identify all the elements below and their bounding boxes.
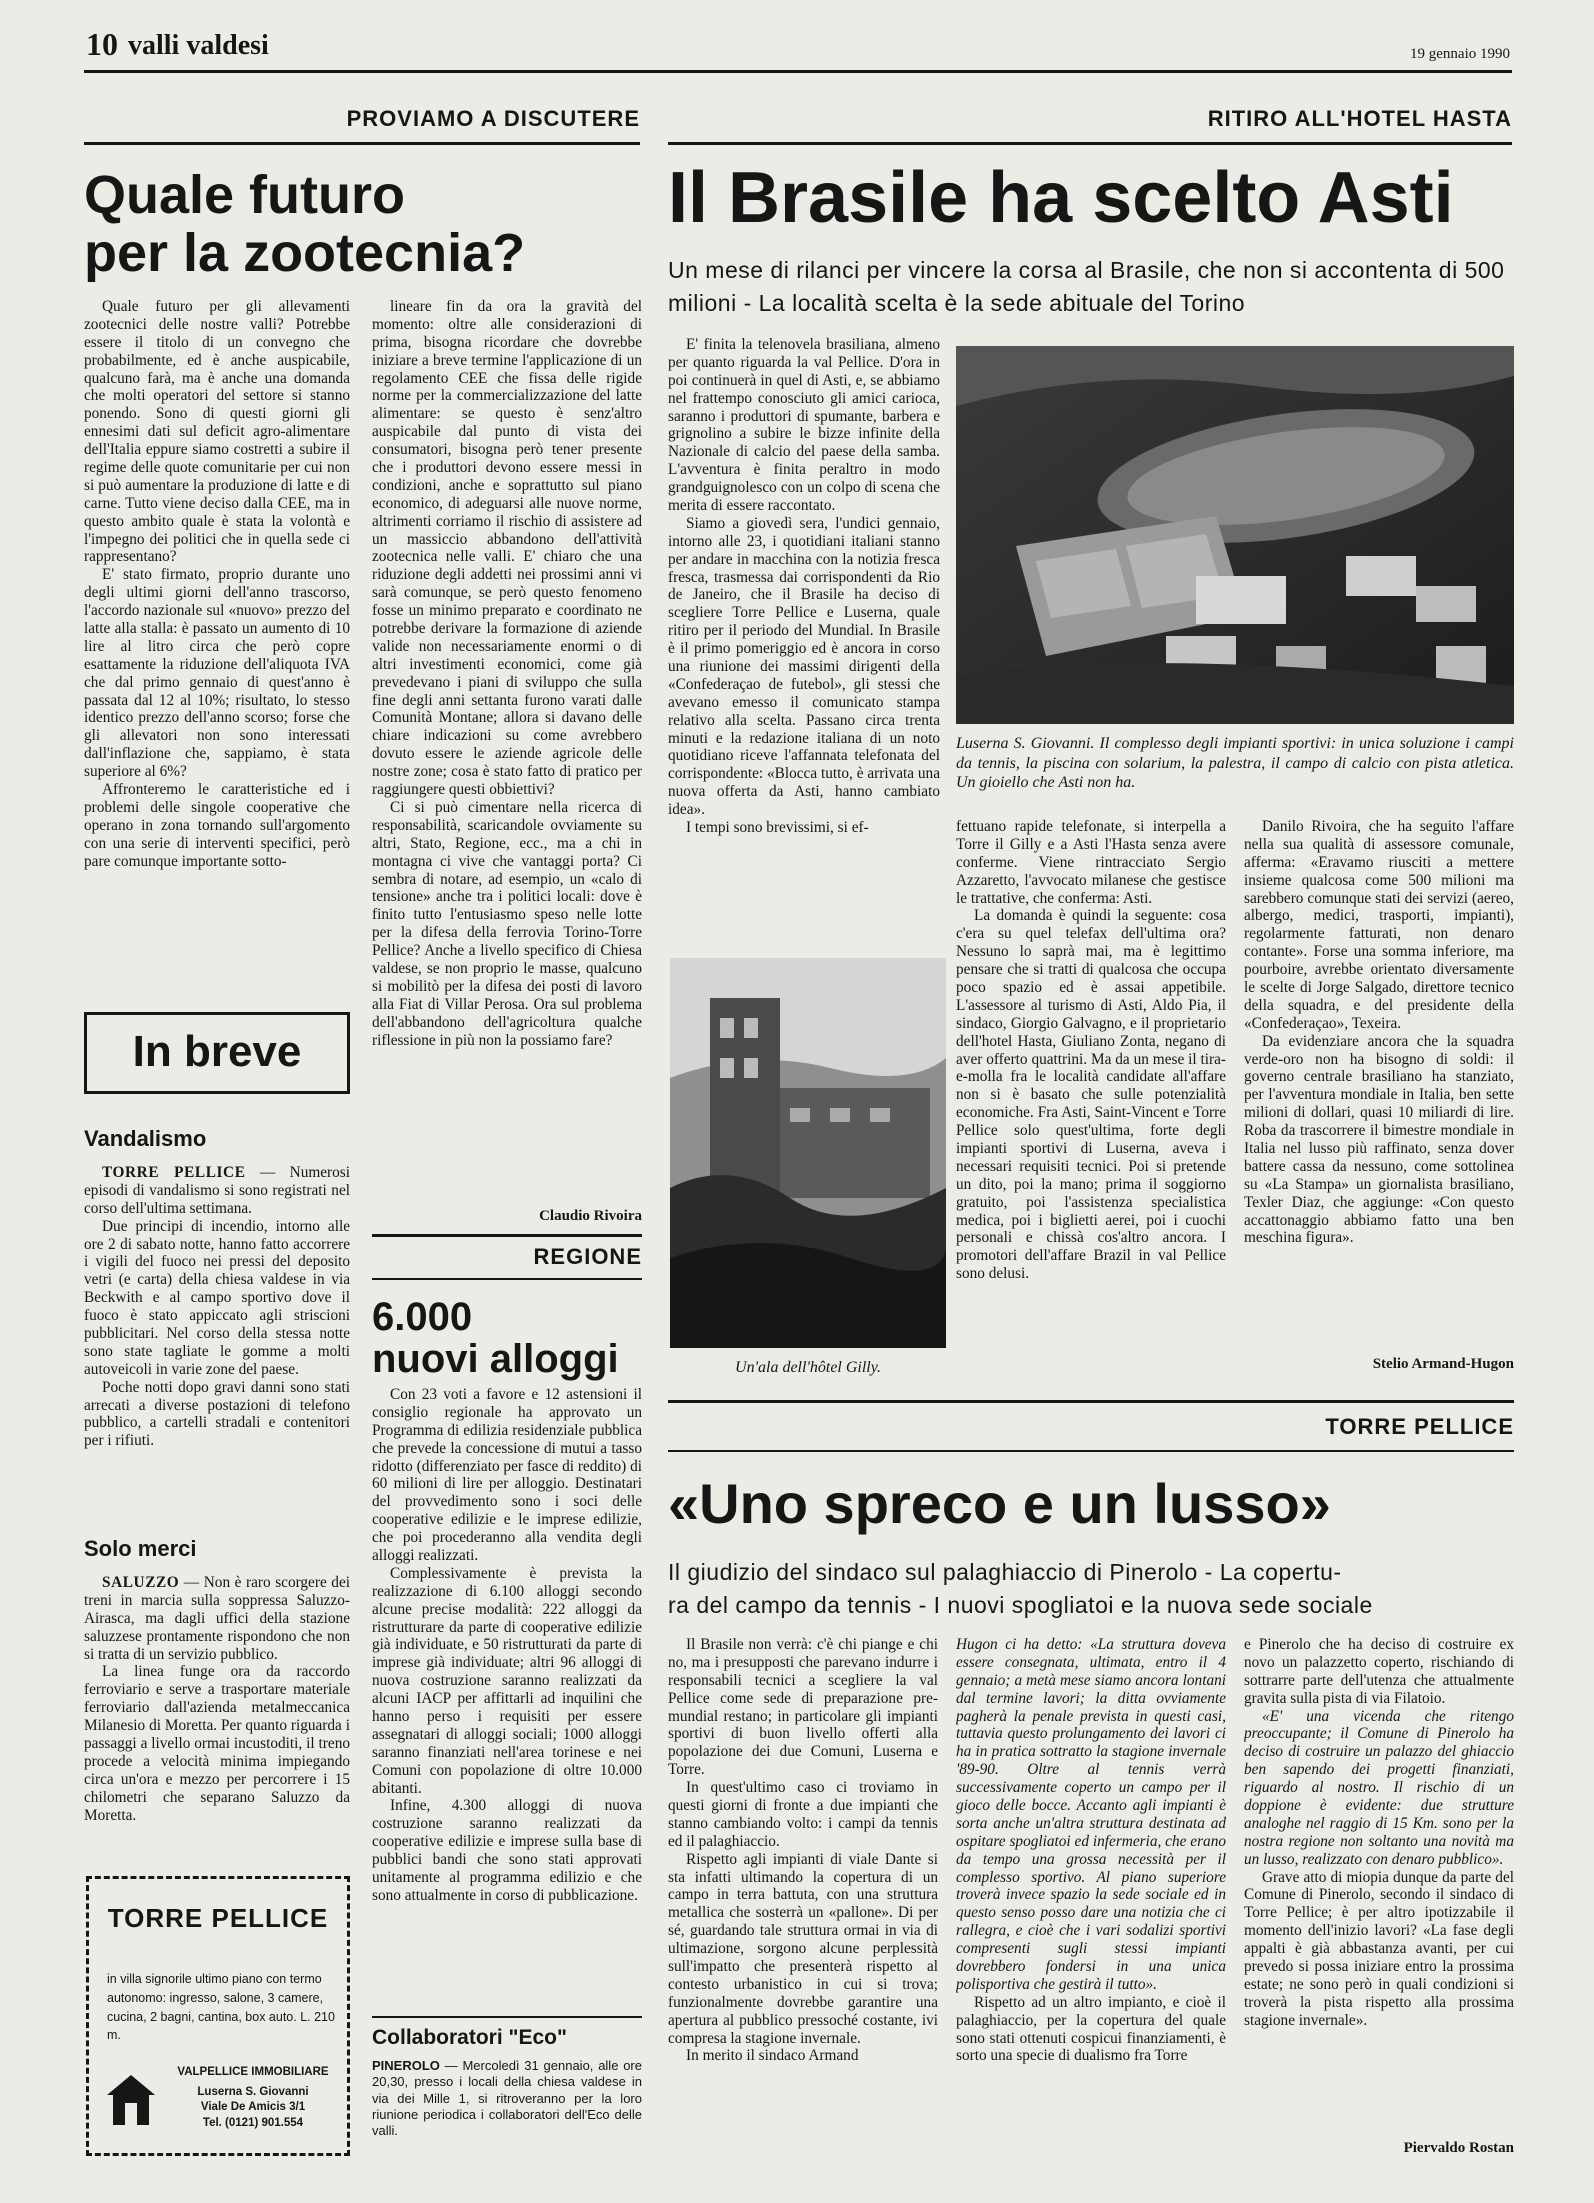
zootecnia-kicker: PROVIAMO A DISCUTERE	[346, 106, 640, 131]
brasile-paragraph: E' finita la telenovela brasiliana, almeno per quanto riguarda la val Pellice. D'ora in poi continuerà in quel di Asti, e, se abbiamo nel frattempo conosciuto gli amici carioca, saranno i produttori di spumante, barbera e grignolino a subire le bizze infinite della Nazionale di calcio del paese della samba. L'avventura è finita peraltro in modo grandguignolesco con un colpo di scena che merita di essere raccontato.	[668, 336, 940, 515]
sports-complex-caption: Luserna S. Giovanni. Il complesso degli impianti sportivi: in unica soluzione i campi da tennis, la piscina con solarium, la palestra, il campo di calcio con pista atletica. Un gioiello che Asti non ha.	[956, 735, 1514, 792]
ad-address-2: Viale De Amicis 3/1	[200, 2101, 306, 2114]
spreco-kicker: TORRE PELLICE	[1325, 1414, 1514, 1439]
zootecnia-paragraph: lineare fin da ora la gravità del momento: oltre alle considerazioni di prima, bisogna ricordare che dovrebbe iniziare a breve termine l'applicazione di un regolamento CEE che fissa delle rigide norme per la commercializzazione del latte alimentare: se questo è senz'altro auspicabile dal punto di vista dei consumatori, bisogna però tener presente che i produttori devono essere messi in condizioni, anche e soprattutto sul piano economico, di adeguarsi alle nuove norme, altrimenti corriamo il rischio di assistere ad un massiccio abbandono dell'attività zootecnica nelle valli. E' chiaro che una riduzione degli addetti nei prossimi anni vi sarà comunque, se però questo fenomeno fosse un minimo preparato e coordinato ne potrebbe derivare la formazione di aziende valide non necessariamente enormi o di altri investimenti economici, come già prevedevano i piani di sviluppo che sulla fine degli anni settanta furono varati dalle Comunità Montane; allora si davano delle chiare indicazioni su come avrebbero dovuto essere le aziende agricole delle nostre zone; cosa è stato fatto di pratico per raggiungere questi obbiettivi?	[372, 298, 642, 799]
ad-title: TORRE PELLICE	[107, 1903, 329, 1933]
spreco-deck-line2: ra del campo da tennis - I nuovi spogliatoi e la nuova sede sociale	[668, 1591, 1373, 1618]
spreco-column-1	[668, 1636, 938, 2161]
zootecnia-title-line2: per la zootecnia?	[84, 223, 526, 284]
brasile-deck: Un mese di rilanci per vincere la corsa al Brasile, che non si accontenta di 500 milioni - La località scelta è la sede abituale del Torino	[668, 257, 1505, 316]
page-number: 10	[86, 26, 118, 62]
spreco-paragraph: e Pinerolo che ha deciso di costruire ex novo un palazzetto coperto, rischiando di sottrarre parte dell'utenza che attualmente gravita sulla pista di via Filatoio.	[1244, 1636, 1514, 1707]
regione-top-rule	[372, 1234, 642, 1237]
brasile-column-3	[1244, 818, 1514, 1348]
collaboratori-rule	[372, 2016, 642, 2018]
solo-merci-title: Solo merci	[84, 1536, 197, 1561]
regione-paragraph: Con 23 voti a favore e 12 astensioni il consiglio regionale ha approvato un Programma di edilizia residenziale pubblica che prevede la concessione di mutui a tasso ridotto (differenziato per fasce di reddito) di 60 milioni di lire per alloggio. Destinatari del provvedimento sono i soci delle cooperative edilizie e le imprese edilizie, che poi procederanno alla vendita degli alloggi realizzati.	[372, 1386, 642, 1565]
spreco-paragraph: In merito il sindaco Armand	[686, 2047, 859, 2065]
spreco-column-2	[956, 1636, 1226, 2161]
spreco-author: Piervaldo Rostan	[1403, 2140, 1514, 2156]
spreco-title: «Uno spreco e un lusso»	[668, 1472, 1331, 1535]
solo-merci-dateline: SALUZZO	[102, 1574, 180, 1591]
sports-complex-photo	[956, 346, 1514, 724]
regione-kicker-rule	[372, 1278, 642, 1280]
vandalismo-text: TORRE PELLICE — Numerosi episodi di vandalismo si sono registrati nel corso dell'ultima settimana. Due principi di incendio, intorno alle ore 2 di sabato notte, hanno fatto accorrere i vigili del fuoco nei pressi del deposito vetri (e carta) della chiesa valdese in via Beckwith e al campo sportivo dove il fuoco è stato appiccato agli striscioni pubblicitari. Nel corso della stessa notte sono state tagliate le gomme a molti autoveicoli in varie zone del paese. Poche notti dopo gravi danni sono stati arrecati a diverse postazioni di telefono pubblico, a cartelli stradali e contenitori per i rifiuti.	[84, 1164, 350, 1450]
hotel-gilly-caption: Un'ala dell'hôtel Gilly.	[735, 1359, 881, 1376]
spreco-paragraph: «E' una vicenda che ritengo preoccupante; il Comune di Pinerolo ha deciso di costruire un palazzo del ghiaccio ben sapendo dei progetti finanziati, riguardo al nostro. Il rischio di un doppione è evidente: due strutture analoghe nel raggio di 15 Km. sono per la nostra regione non soltanto una novità ma un lusso, realizzato con denaro pubblico».	[1244, 1707, 1514, 1868]
vandalismo-title: Vandalismo	[84, 1126, 207, 1151]
vandalismo-paragraph: Poche notti dopo gravi danni sono stati arrecati a diverse postazioni di telefono pubblico, a cartelli stradali e contenitori per i rifiuti.	[84, 1378, 350, 1450]
spreco-paragraph: Rispetto ad un altro impianto, e cioè il palaghiaccio, per la copertura del quale sono stati ottenuti cospicui finanziamenti, è sorto una specie di dualismo fra Torre	[956, 1993, 1226, 2065]
ad-agency: VALPELLICE IMMOBILIARE	[177, 2066, 329, 2078]
brasile-paragraph: fettuano rapide telefonate, si interpella a Torre il Gilly e a Asti l'Hasta senza avere conferme. Viene rintracciato Sergio Azzaretto, l'avvocato milanese che gestisce le trattative, che conferma: Asti.	[956, 818, 1226, 907]
spreco-top-rule	[668, 1400, 1514, 1403]
spreco-paragraph: Grave atto di miopia dunque da parte del Comune di Pinerolo, secondo il sindaco di Torre Pellice; è per altro ipotizzabile il momento dell'inizio lavori? «La fase degli appalti è già abbastanza avanti, per cui prevedo si possa iniziare entro la prossima estate; ne sono però in quali condizioni si troverà la pista rispetto alla prossima stagione invernale».	[1244, 1868, 1514, 2029]
zootecnia-column-2	[372, 298, 642, 1204]
zootecnia-author: Claudio Rivoira	[539, 1208, 642, 1224]
collaboratori-title: Collaboratori "Eco"	[372, 2026, 567, 2049]
ad-text: in villa signorile ultimo piano con termo autonomo: ingresso, salone, 3 camere, cucina, 2 bagni, cantina, box auto. L. 210 m.	[107, 1972, 335, 2043]
vandalismo-paragraph: Due principi di incendio, intorno alle ore 2 di sabato notte, hanno fatto accorrere i vigili del fuoco nei pressi del deposito vetri (e carta) della chiesa valdese in via Beckwith e al campo sportivo dove il fuoco è stato appiccato agli striscioni pubblicitari. Nel corso della stessa notte sono state tagliate le gomme a molti autoveicoli in varie zone del paese.	[84, 1217, 350, 1378]
zootecnia-title-line1: Quale futuro	[84, 165, 405, 225]
spreco-paragraph: Il Brasile non verrà: c'è chi piange e chi no, ma i presupposti che parevano indurre i responsabili tecnici a scegliere la val Pellice come sede di preparazione pre-mundial restano; in particolare gli impianti sportivi di buon livello offerti alla popolazione dei due Comuni, Luserna e Torre.	[668, 1636, 938, 1779]
ad-address-1: Luserna S. Giovanni	[197, 2085, 309, 2098]
spreco-paragraph: Hugon ci ha detto: «La struttura doveva essere consegnata, ultimata, entro il 4 gennaio; a metà mese siamo ancora lontani dal termine lavori; la ditta ovviamente pagherà la penale prevista in questi casi, tuttavia questo prolungamento dei lavori ci ha in pratica sottratto la stagione invernale '89-90. Oltre al tennis verrà successivamente coperto un campo per il gioco delle bocce. Accanto agli impianti è sorta anche un'altra struttura destinata ad ospitare spogliatoi ed infermeria, che erano da tempo una grossa necessità per il complesso sportivo. Al piano superiore troverà invece spazio la sede sociale ed in questo senso posso dare una notizia che ci rallegra, e cioè che i vari sodalizi sportivi compresenti sugli stessi impianti dovrebbero fondersi in una unica polisportiva che gestirà il tutto».	[956, 1636, 1226, 1993]
brasile-paragraph: Siamo a giovedì sera, l'undici gennaio, intorno alle 23, i quotidiani italiani stanno per andare in macchina con la notizia fresca fresca, trasmessa dai corrispondenti da Rio de Janeiro, che il Brasile ha deciso di scegliere Torre Pellice e Luserna, quale ritiro per il periodo del Mundial. In Brasile è il primo pomeriggio ed è ancora in corso una riunione dei massimi dirigenti della «Confederaçao de futebol», gli stessi che avevano emesso il comunicato stampa relativo alla scelta. Passano circa trenta minuti e la redazione italiana di un noto quotidiano riceve l'affannata telefonata del corrispondente: «Blocca tutto, è arrivata una nuova offerta da Asti, hanno cambiato idea».	[668, 514, 940, 819]
folio-rule	[84, 70, 1512, 73]
ad-phone: Tel. (0121) 901.554	[202, 2116, 304, 2129]
zootecnia-paragraph: E' stato firmato, proprio durante uno degli ultimi giorni dell'anno trascorso, l'accordo nazionale sul «nuovo» prezzo del latte alla stalla: è passato un aumento di 10 lire al litro circa che però copre esattamente la riduzione dell'aliquota IVA che dal primo gennaio di quest'anno è passata dal 12 al 10%; risultato, lo stesso identico prezzo dell'anno scorso; forse che gli allevatori non sono interessati dall'inflazione che, sappiamo, è stata superiore al 6%?	[84, 566, 350, 781]
vandalismo-dateline: TORRE PELLICE	[102, 1164, 246, 1181]
collaboratori-text: PINEROLO — Mercoledì 31 gennaio, alle ore 20,30, presso i locali della chiesa valdese in via dei Mille 1, si ritroveranno per la loro riunione periodica i collaboratori dell'Eco delle valli.	[372, 2058, 642, 2138]
zootecnia-paragraph: Quale futuro per gli allevamenti zootecnici delle nostre valli? Potrebbe essere il titolo di un convegno che probabilmente, ed è anche auspicabile, qualcuno farà, ma è anche una domanda che molti operatori del settore si stanno ponendo. Sono di questi giorni gli ennesimi dati sul deficit agro-alimentare dell'Italia eppure siamo costretti a subire il regime delle quote comunitarie per cui non si può aumentare la produzione di latte e di carne. Tutto viene deciso dalla CEE, ma in questo ambito quale è stata la volontà e l'impegno dei politici che in quella sede ci rappresentano?	[84, 298, 350, 566]
spreco-kicker-rule	[668, 1450, 1514, 1452]
real-estate-ad	[86, 1876, 350, 2156]
house-logo-icon	[105, 2073, 157, 2127]
spreco-column-3	[1244, 1636, 1514, 2136]
solo-merci-text: SALUZZO — Non è raro scorgere dei treni in marcia sulla soppressa Saluzzo-Airasca, ma dagli uffici della stazione saluzzese prontamente rispondono che non si tratta di un servizio pubblico. La linea funge ora da raccordo ferroviario e serve a trasportare materiale ferroviario dall'azienda metalmeccanica Milanesio di Moretta. Per quanto riguarda i passaggi a livello ormai incustoditi, il treno procede a velocità minima impiegando circa un'ora e mezzo per percorrere i 15 chilometri che separano Saluzzo da Moretta.	[84, 1574, 350, 1824]
brasile-author: Stelio Armand-Hugon	[1372, 1356, 1514, 1372]
zootecnia-paragraph: Affronteremo le caratteristiche ed i problemi delle singole cooperative che operano in zona tornando sull'argomento con una serie di interventi specifici, però pare comunque importante sotto-	[84, 781, 350, 870]
brasile-paragraph: Danilo Rivoira, che ha seguito l'affare nella sua qualità di assessore comunale, afferma: «Eravamo riusciti a mettere insieme qualcosa come 500 milioni ma sarebbero comunque stati dei servizi (aereo, albergo, medici, trasporti, impianti), regolarmente fatturati, non denaro contante». Forse una somma inferiore, ma pourboire, avrebbe orientato diversamente le scelte di Jorge Salgado, direttore tecnico della squadra, e del presidente della «Confederaçao», Texeira.	[1244, 818, 1514, 1032]
brasile-column-1	[668, 336, 940, 946]
solo-merci-paragraph: La linea funge ora da raccordo ferroviario e serve a trasportare materiale ferroviario dall'azienda metalmeccanica Milanesio di Moretta. Per quanto riguarda i passaggi a livello ormai incustoditi, il treno procede a velocità minima impiegando circa un'ora e mezzo per percorrere i 15 chilometri che separano Saluzzo da Moretta.	[84, 1663, 350, 1824]
regione-text	[372, 1386, 642, 2006]
regione-title-line1: 6.000	[372, 1295, 473, 1339]
spreco-paragraph: In quest'ultimo caso ci troviamo in questi giorni di fronte a due impianti che stanno cambiando volto: i campi da tennis ed il palaghiaccio.	[668, 1779, 938, 1850]
brasile-paragraph: La domanda è quindi la seguente: cosa c'era su quel telefax dell'ultima ora? Nessuno lo saprà mai, ma è legittimo pensare che si tratti di qualcosa che occupa poco spazio ed è assai appetibile. L'assessore al turismo di Asti, Aldo Pia, il sindaco, Giorgio Galvagno, e il proprietario dell'hotel Hasta, Giuliano Zonta, negano di aver offerto quattrini. Ma da un mese il tira-e-molla fra le località candidate all'affare non si è basato che sulle potenzialità economiche. Fra Asti, Saint-Vincent e Torre Pellice solo quest'ultima, forte degli impianti sportivi di Luserna, aveva i necessari requisiti tecnici. Poi si pretende un dito, poi la mano; prima il soggiorno gratuito, poi l'assistenza specialistica medica, poi i biglietti aerei, poi i cuochi personali e chissà cos'altro ancora. I promotori dell'affare Brazil in val Pellice sono delusi.	[956, 907, 1226, 1283]
zootecnia-title	[84, 166, 644, 283]
brasile-title: Il Brasile ha scelto Asti	[668, 158, 1454, 238]
regione-kicker: REGIONE	[533, 1244, 642, 1269]
issue-date: 19 gennaio 1990	[1410, 46, 1510, 62]
collaboratori-dateline: PINEROLO	[372, 2058, 440, 2073]
in-breve-box: In breve	[84, 1012, 350, 1094]
hotel-gilly-photo	[670, 958, 946, 1348]
zootecnia-paragraph: Ci si può cimentare nella ricerca di responsabilità, scaricandole ovviamente su altri, Stato, Regione, ecc., ma a chi in montagna ci vive che vantaggi porta? Ci sembra di notare, ad esempio, un «calo di tensione» anche tra i politici locali: dove è finito tutto l'entusiasmo speso nelle lotte per la difesa della ferrovia Torino-Torre Pellice? Anche a livello specifico di Chiesa valdese, se non proprio le masse, qualcuno si mobilitò per la difesa dei posti di lavoro alla Fiat di Villar Perosa. Ora sul problema dell'abbandono dell'agricoltura qualche riflessione in più non la possiamo fare?	[372, 798, 642, 1049]
regione-title	[372, 1296, 642, 1380]
zootecnia-column-1	[84, 298, 350, 984]
spreco-deck	[668, 1556, 1514, 1621]
brasile-paragraph: I tempi sono brevissimi, si ef-	[686, 819, 869, 837]
regione-paragraph: Complessivamente è prevista la realizzazione di 6.100 alloggi secondo alcune precise modalità: 222 alloggi da ristrutturare da parte di cooperative edilizie già individuate, e 50 ristrutturati da parte di imprese già individuate; altri 96 alloggi di nuova costruzione saranno realizzati da alcuni IACP per affittarli ad inquilini che hanno perso i requisiti per essere assegnatari di alloggi sociali; 1000 alloggi saranno finanziati nell'area torinese e nei Comuni con popolazione di oltre 10.000 abitanti.	[372, 1564, 642, 1797]
regione-title-line2: nuovi alloggi	[372, 1337, 619, 1381]
zootecnia-kicker-rule	[84, 142, 640, 145]
brasile-kicker: RITIRO ALL'HOTEL HASTA	[1207, 106, 1512, 131]
brasile-kicker-rule	[668, 142, 1512, 145]
spreco-paragraph: Rispetto agli impianti di viale Dante si sta infatti ultimando la copertura di un campo in terra battuta, con una struttura metallica che sosterrà un «pallone». Di per sé, guardando tale struttura ormai in via di ultimazione, sorgono alcune perplessità sull'impatto che presenterà rispetto al contesto urbanistico in cui si trova; funzionalmente dovrebbe garantire una apertura al pubblico pressoché costante, ivi compresa la stagione invernale.	[668, 1850, 938, 2047]
regione-paragraph: Infine, 4.300 alloggi di nuova costruzione saranno realizzati da cooperative edilizie e imprese sulla base di pubblici bandi che sono stati approvati unitamente al programma edilizio e che sono attualmente in corso di pubblicazione.	[372, 1797, 642, 1904]
brasile-paragraph: Da evidenziare ancora che la squadra verde-oro non ha bisogno di soldi: il governo centrale brasiliano ha stanziato, per l'avventura mondiale in Italia, ben sette milioni di dollari, quasi 10 miliardi di lire. Roba da trascorrere il bimestre mondiale in Italia nel lusso più raffinato, senza dover battere cassa da nessuno, come sottolinea su «La Stampa» un giornalista brasiliano, Texler Diaz, che aggiunge: «Con questo accattonaggio abbiamo fatto una ben meschina figura».	[1244, 1032, 1514, 1247]
publication-name: valli valdesi	[128, 30, 269, 61]
brasile-column-2	[956, 818, 1226, 1358]
spreco-deck-line1: Il giudizio del sindaco sul palaghiaccio di Pinerolo - La copertu-	[668, 1559, 1342, 1585]
